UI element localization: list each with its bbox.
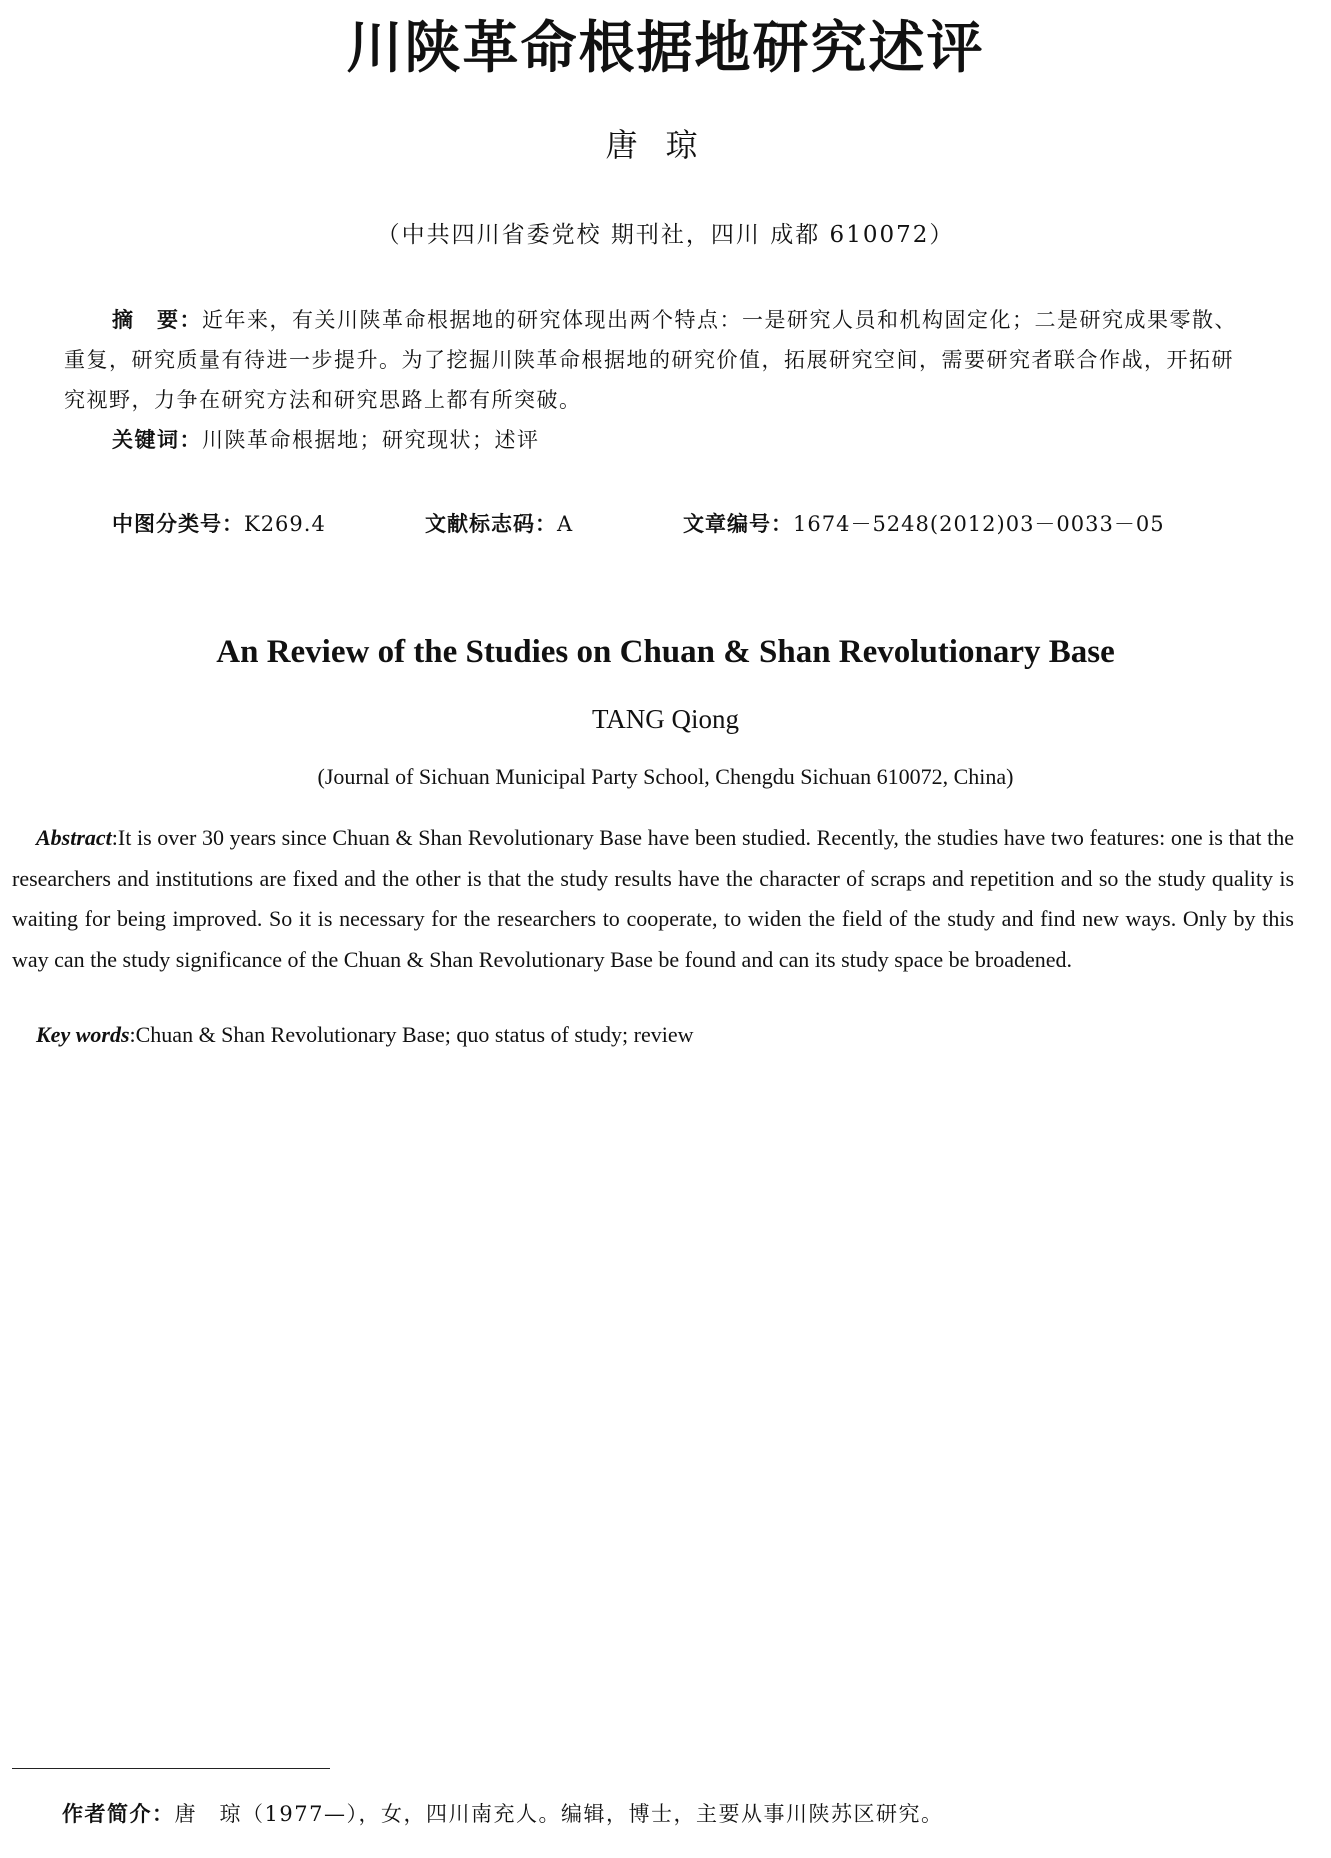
english-keywords-separator: : [129,1022,136,1047]
clc-label: 中图分类号： [112,512,244,536]
english-abstract-paragraph [12,818,1294,980]
english-abstract-label: Abstract [36,825,112,850]
english-abstract [12,818,1294,980]
english-title: An Review of the Studies on Chuan & Shan Revolutionary Base [216,634,1115,670]
chinese-affiliation: （中共四川省委党校 期刊社，四川 成都 610072） [376,222,955,248]
chinese-keywords-text: 川陕革命根据地；研究现状；述评 [202,428,540,452]
english-abstract-separator: : [111,825,118,850]
english-abstract-text: It is over 30 years since Chuan & Shan Revolutionary Base have been studied. Recently, the studies have two features: one is that the researchers and institutions are fixed and the other is that the study results have the character of scraps and repetition and so the study quality is waiting for being improved. So it is necessary for the researchers to cooperate, to widen the field of the study and find new ways. Only by this way can the study significance of the Chuan & Shan Revolutionary Base be found and can its study space be broadened. [12,825,1294,972]
footnote-label: 作者简介： [62,1802,175,1826]
english-keywords-text: Chuan & Shan Revolutionary Base; quo status of study; review [135,1022,694,1047]
document-code-label: 文献标志码： [425,512,557,536]
chinese-author: 唐琼 [605,126,726,164]
english-keywords-label: Key words [36,1022,130,1047]
english-keywords [36,1022,694,1048]
article-number [683,508,1165,538]
clc-value: K269.4 [244,512,326,536]
author-footnote [62,1798,943,1828]
chinese-title: 川陕革命根据地研究述评 [346,16,985,81]
article-number-label: 文章编号： [683,512,793,536]
chinese-keywords-label: 关键词： [112,428,202,452]
article-number-value: 1674－5248(2012)03－0033－05 [793,512,1165,536]
clc-number [112,508,326,538]
chinese-abstract-label: 摘 要： [112,308,202,332]
chinese-abstract [64,300,1244,420]
chinese-abstract-text: 近年来，有关川陕革命根据地的研究体现出两个特点：一是研究人员和机构固定化；二是研究成果零散、重复，研究质量有待进一步提升。为了挖掘川陕革命根据地的研究价值，拓展研究空间，需要研究者联合作战，开拓研究视野，力争在研究方法和研究思路上都有所突破。 [64,308,1237,412]
chinese-keywords [112,424,540,454]
english-author: TANG Qiong [591,704,740,734]
document-code-value: A [557,512,574,536]
english-affiliation: (Journal of Sichuan Municipal Party School, Chengdu Sichuan 610072, China) [317,764,1014,789]
footnote-divider [12,1768,330,1769]
document-code [425,508,573,538]
footnote-text: 唐 琼（1977—），女，四川南充人。编辑，博士，主要从事川陕苏区研究。 [174,1802,944,1826]
chinese-abstract-paragraph [64,300,1244,420]
